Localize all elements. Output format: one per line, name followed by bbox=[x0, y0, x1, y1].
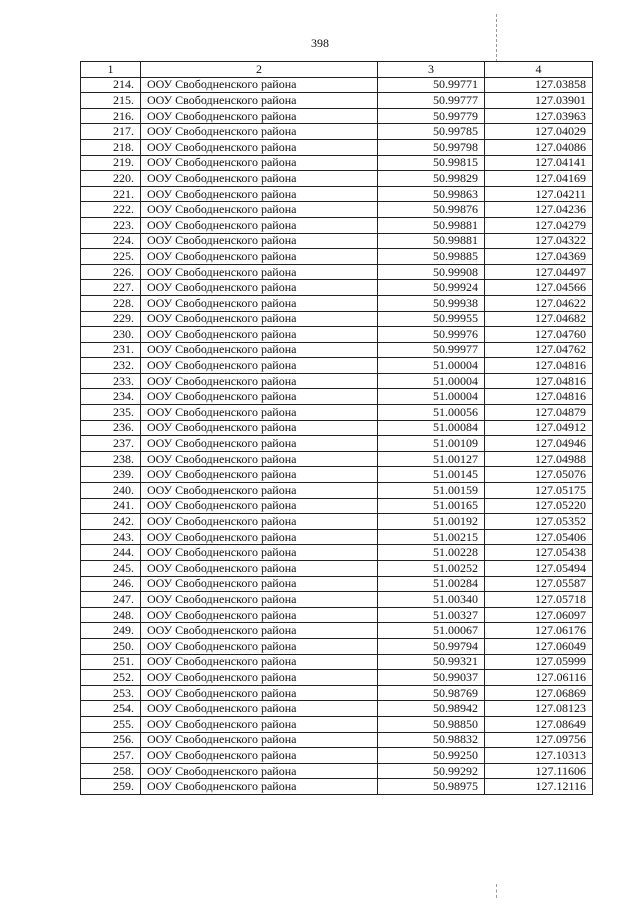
row-longitude: 127.06049 bbox=[485, 638, 593, 654]
table-row bbox=[81, 358, 593, 374]
row-number: 247. bbox=[81, 592, 141, 608]
row-organization: ООУ Свободненского района bbox=[141, 483, 378, 499]
table-row bbox=[81, 529, 593, 545]
table-row bbox=[81, 280, 593, 296]
table-row bbox=[81, 716, 593, 732]
row-organization: ООУ Свободненского района bbox=[141, 576, 378, 592]
table-row bbox=[81, 654, 593, 670]
row-latitude: 50.99037 bbox=[378, 670, 485, 686]
row-organization: ООУ Свободненского района bbox=[141, 249, 378, 265]
row-latitude: 50.98850 bbox=[378, 716, 485, 732]
row-number: 224. bbox=[81, 233, 141, 249]
row-latitude: 50.98832 bbox=[378, 732, 485, 748]
row-latitude: 50.99955 bbox=[378, 311, 485, 327]
row-number: 220. bbox=[81, 171, 141, 187]
table-row bbox=[81, 483, 593, 499]
table-row bbox=[81, 389, 593, 405]
row-latitude: 51.00228 bbox=[378, 545, 485, 561]
table-row bbox=[81, 748, 593, 764]
table-row bbox=[81, 405, 593, 421]
row-number: 248. bbox=[81, 607, 141, 623]
table-row bbox=[81, 202, 593, 218]
table-row bbox=[81, 623, 593, 639]
table-row bbox=[81, 498, 593, 514]
row-latitude: 50.99908 bbox=[378, 264, 485, 280]
row-organization: ООУ Свободненского района bbox=[141, 529, 378, 545]
row-number: 231. bbox=[81, 342, 141, 358]
row-latitude: 50.99785 bbox=[378, 124, 485, 140]
row-number: 255. bbox=[81, 716, 141, 732]
row-latitude: 51.00067 bbox=[378, 623, 485, 639]
row-number: 234. bbox=[81, 389, 141, 405]
row-longitude: 127.05076 bbox=[485, 467, 593, 483]
row-number: 258. bbox=[81, 763, 141, 779]
row-number: 233. bbox=[81, 373, 141, 389]
row-latitude: 50.99881 bbox=[378, 233, 485, 249]
row-organization: ООУ Свободненского района bbox=[141, 685, 378, 701]
row-longitude: 127.04369 bbox=[485, 249, 593, 265]
row-longitude: 127.04236 bbox=[485, 202, 593, 218]
row-number: 214. bbox=[81, 77, 141, 93]
row-number: 241. bbox=[81, 498, 141, 514]
table-row bbox=[81, 124, 593, 140]
row-latitude: 51.00056 bbox=[378, 405, 485, 421]
row-longitude: 127.03901 bbox=[485, 93, 593, 109]
row-latitude: 50.99863 bbox=[378, 186, 485, 202]
row-latitude: 50.99779 bbox=[378, 108, 485, 124]
table-row bbox=[81, 295, 593, 311]
row-longitude: 127.04988 bbox=[485, 451, 593, 467]
row-latitude: 51.00252 bbox=[378, 561, 485, 577]
row-number: 217. bbox=[81, 124, 141, 140]
row-latitude: 50.99794 bbox=[378, 638, 485, 654]
row-latitude: 51.00004 bbox=[378, 389, 485, 405]
row-longitude: 127.04816 bbox=[485, 373, 593, 389]
row-longitude: 127.04946 bbox=[485, 436, 593, 452]
table-row bbox=[81, 327, 593, 343]
table-header-row bbox=[81, 62, 593, 78]
header-col-4: 4 bbox=[485, 62, 593, 78]
row-longitude: 127.04760 bbox=[485, 327, 593, 343]
row-latitude: 50.99977 bbox=[378, 342, 485, 358]
row-latitude: 50.99876 bbox=[378, 202, 485, 218]
row-longitude: 127.08649 bbox=[485, 716, 593, 732]
table-body bbox=[81, 77, 593, 794]
row-organization: ООУ Свободненского района bbox=[141, 670, 378, 686]
row-longitude: 127.04322 bbox=[485, 233, 593, 249]
row-latitude: 51.00004 bbox=[378, 373, 485, 389]
row-longitude: 127.04086 bbox=[485, 139, 593, 155]
row-latitude: 51.00215 bbox=[378, 529, 485, 545]
row-latitude: 50.99976 bbox=[378, 327, 485, 343]
row-organization: ООУ Свободненского района bbox=[141, 748, 378, 764]
row-organization: ООУ Свободненского района bbox=[141, 171, 378, 187]
row-organization: ООУ Свободненского района bbox=[141, 716, 378, 732]
row-longitude: 127.04816 bbox=[485, 358, 593, 374]
row-organization: ООУ Свободненского района bbox=[141, 514, 378, 530]
row-number: 215. bbox=[81, 93, 141, 109]
table-row bbox=[81, 249, 593, 265]
row-number: 249. bbox=[81, 623, 141, 639]
row-organization: ООУ Свободненского района bbox=[141, 763, 378, 779]
row-longitude: 127.04879 bbox=[485, 405, 593, 421]
row-latitude: 51.00284 bbox=[378, 576, 485, 592]
row-organization: ООУ Свободненского района bbox=[141, 186, 378, 202]
table-row bbox=[81, 763, 593, 779]
row-number: 219. bbox=[81, 155, 141, 171]
row-number: 253. bbox=[81, 685, 141, 701]
row-longitude: 127.05438 bbox=[485, 545, 593, 561]
row-organization: ООУ Свободненского района bbox=[141, 592, 378, 608]
row-organization: ООУ Свободненского района bbox=[141, 498, 378, 514]
row-longitude: 127.04816 bbox=[485, 389, 593, 405]
row-latitude: 51.00127 bbox=[378, 451, 485, 467]
row-organization: ООУ Свободненского района bbox=[141, 93, 378, 109]
row-latitude: 51.00084 bbox=[378, 420, 485, 436]
row-number: 251. bbox=[81, 654, 141, 670]
table-row bbox=[81, 342, 593, 358]
row-number: 243. bbox=[81, 529, 141, 545]
table-row bbox=[81, 467, 593, 483]
row-number: 256. bbox=[81, 732, 141, 748]
row-longitude: 127.04141 bbox=[485, 155, 593, 171]
row-organization: ООУ Свободненского района bbox=[141, 124, 378, 140]
row-longitude: 127.05999 bbox=[485, 654, 593, 670]
row-organization: ООУ Свободненского района bbox=[141, 451, 378, 467]
row-longitude: 127.06116 bbox=[485, 670, 593, 686]
row-latitude: 50.99250 bbox=[378, 748, 485, 764]
row-number: 259. bbox=[81, 779, 141, 795]
table-row bbox=[81, 576, 593, 592]
row-latitude: 51.00165 bbox=[378, 498, 485, 514]
table-row bbox=[81, 732, 593, 748]
table-row bbox=[81, 514, 593, 530]
row-longitude: 127.04169 bbox=[485, 171, 593, 187]
row-longitude: 127.05175 bbox=[485, 483, 593, 499]
page-number: 398 bbox=[311, 36, 329, 50]
table-row bbox=[81, 701, 593, 717]
row-longitude: 127.04622 bbox=[485, 295, 593, 311]
table-row bbox=[81, 451, 593, 467]
row-organization: ООУ Свободненского района bbox=[141, 436, 378, 452]
table-row bbox=[81, 217, 593, 233]
row-longitude: 127.06869 bbox=[485, 685, 593, 701]
table-row bbox=[81, 420, 593, 436]
row-number: 226. bbox=[81, 264, 141, 280]
row-number: 228. bbox=[81, 295, 141, 311]
row-organization: ООУ Свободненского района bbox=[141, 732, 378, 748]
row-longitude: 127.04912 bbox=[485, 420, 593, 436]
header-col-2: 2 bbox=[141, 62, 378, 78]
row-latitude: 51.00004 bbox=[378, 358, 485, 374]
row-number: 222. bbox=[81, 202, 141, 218]
table-row bbox=[81, 685, 593, 701]
table-row bbox=[81, 233, 593, 249]
row-longitude: 127.05352 bbox=[485, 514, 593, 530]
row-longitude: 127.03858 bbox=[485, 77, 593, 93]
row-number: 223. bbox=[81, 217, 141, 233]
row-number: 246. bbox=[81, 576, 141, 592]
row-organization: ООУ Свободненского района bbox=[141, 358, 378, 374]
table-row bbox=[81, 186, 593, 202]
row-longitude: 127.10313 bbox=[485, 748, 593, 764]
header-col-1: 1 bbox=[81, 62, 141, 78]
table-row bbox=[81, 108, 593, 124]
row-organization: ООУ Свободненского района bbox=[141, 327, 378, 343]
row-longitude: 127.05587 bbox=[485, 576, 593, 592]
row-latitude: 50.99771 bbox=[378, 77, 485, 93]
table-row bbox=[81, 436, 593, 452]
row-latitude: 50.99924 bbox=[378, 280, 485, 296]
row-organization: ООУ Свободненского района bbox=[141, 623, 378, 639]
row-organization: ООУ Свободненского района bbox=[141, 638, 378, 654]
row-latitude: 50.98769 bbox=[378, 685, 485, 701]
row-longitude: 127.05494 bbox=[485, 561, 593, 577]
row-latitude: 51.00327 bbox=[378, 607, 485, 623]
row-number: 240. bbox=[81, 483, 141, 499]
row-latitude: 50.99938 bbox=[378, 295, 485, 311]
row-latitude: 51.00192 bbox=[378, 514, 485, 530]
row-longitude: 127.03963 bbox=[485, 108, 593, 124]
row-latitude: 50.99798 bbox=[378, 139, 485, 155]
row-longitude: 127.08123 bbox=[485, 701, 593, 717]
table-row bbox=[81, 171, 593, 187]
row-number: 229. bbox=[81, 311, 141, 327]
row-organization: ООУ Свободненского района bbox=[141, 108, 378, 124]
row-organization: ООУ Свободненского района bbox=[141, 420, 378, 436]
row-number: 257. bbox=[81, 748, 141, 764]
table-row bbox=[81, 155, 593, 171]
row-organization: ООУ Свободненского района bbox=[141, 405, 378, 421]
row-number: 237. bbox=[81, 436, 141, 452]
row-number: 254. bbox=[81, 701, 141, 717]
row-organization: ООУ Свободненского района bbox=[141, 779, 378, 795]
row-organization: ООУ Свободненского района bbox=[141, 373, 378, 389]
row-organization: ООУ Свободненского района bbox=[141, 264, 378, 280]
row-organization: ООУ Свободненского района bbox=[141, 311, 378, 327]
row-number: 238. bbox=[81, 451, 141, 467]
table-row bbox=[81, 670, 593, 686]
row-organization: ООУ Свободненского района bbox=[141, 295, 378, 311]
row-organization: ООУ Свободненского района bbox=[141, 280, 378, 296]
table-row bbox=[81, 561, 593, 577]
row-latitude: 50.99321 bbox=[378, 654, 485, 670]
row-latitude: 50.98975 bbox=[378, 779, 485, 795]
row-organization: ООУ Свободненского района bbox=[141, 139, 378, 155]
row-number: 242. bbox=[81, 514, 141, 530]
row-organization: ООУ Свободненского района bbox=[141, 545, 378, 561]
row-latitude: 50.99815 bbox=[378, 155, 485, 171]
row-latitude: 51.00145 bbox=[378, 467, 485, 483]
row-number: 250. bbox=[81, 638, 141, 654]
row-organization: ООУ Свободненского района bbox=[141, 607, 378, 623]
margin-fold-mark-bottom bbox=[496, 884, 497, 898]
row-longitude: 127.05718 bbox=[485, 592, 593, 608]
header-col-3: 3 bbox=[378, 62, 485, 78]
row-longitude: 127.04211 bbox=[485, 186, 593, 202]
row-organization: ООУ Свободненского района bbox=[141, 467, 378, 483]
row-number: 235. bbox=[81, 405, 141, 421]
row-organization: ООУ Свободненского района bbox=[141, 701, 378, 717]
row-latitude: 50.98942 bbox=[378, 701, 485, 717]
table-row bbox=[81, 607, 593, 623]
table-row bbox=[81, 264, 593, 280]
row-organization: ООУ Свободненского района bbox=[141, 654, 378, 670]
row-latitude: 50.99292 bbox=[378, 763, 485, 779]
row-number: 221. bbox=[81, 186, 141, 202]
row-longitude: 127.05406 bbox=[485, 529, 593, 545]
row-longitude: 127.04682 bbox=[485, 311, 593, 327]
row-number: 236. bbox=[81, 420, 141, 436]
row-longitude: 127.06097 bbox=[485, 607, 593, 623]
row-longitude: 127.04762 bbox=[485, 342, 593, 358]
row-number: 252. bbox=[81, 670, 141, 686]
table-row bbox=[81, 592, 593, 608]
row-latitude: 50.99885 bbox=[378, 249, 485, 265]
table-row bbox=[81, 779, 593, 795]
row-longitude: 127.04279 bbox=[485, 217, 593, 233]
row-number: 232. bbox=[81, 358, 141, 374]
row-number: 239. bbox=[81, 467, 141, 483]
table-row bbox=[81, 311, 593, 327]
table-row bbox=[81, 139, 593, 155]
row-longitude: 127.12116 bbox=[485, 779, 593, 795]
row-organization: ООУ Свободненского района bbox=[141, 217, 378, 233]
row-organization: ООУ Свободненского района bbox=[141, 233, 378, 249]
row-longitude: 127.09756 bbox=[485, 732, 593, 748]
row-number: 245. bbox=[81, 561, 141, 577]
row-number: 230. bbox=[81, 327, 141, 343]
row-latitude: 50.99777 bbox=[378, 93, 485, 109]
row-number: 227. bbox=[81, 280, 141, 296]
row-latitude: 51.00340 bbox=[378, 592, 485, 608]
row-latitude: 51.00159 bbox=[378, 483, 485, 499]
row-number: 225. bbox=[81, 249, 141, 265]
row-number: 216. bbox=[81, 108, 141, 124]
row-organization: ООУ Свободненского района bbox=[141, 342, 378, 358]
row-number: 218. bbox=[81, 139, 141, 155]
row-longitude: 127.04566 bbox=[485, 280, 593, 296]
coordinates-table bbox=[80, 61, 593, 795]
row-latitude: 50.99829 bbox=[378, 171, 485, 187]
table-row bbox=[81, 638, 593, 654]
table-row bbox=[81, 93, 593, 109]
row-latitude: 50.99881 bbox=[378, 217, 485, 233]
row-organization: ООУ Свободненского района bbox=[141, 155, 378, 171]
row-longitude: 127.05220 bbox=[485, 498, 593, 514]
row-longitude: 127.06176 bbox=[485, 623, 593, 639]
row-organization: ООУ Свободненского района bbox=[141, 561, 378, 577]
row-longitude: 127.04029 bbox=[485, 124, 593, 140]
table-row bbox=[81, 545, 593, 561]
row-number: 244. bbox=[81, 545, 141, 561]
table-row bbox=[81, 373, 593, 389]
table-row bbox=[81, 77, 593, 93]
row-organization: ООУ Свободненского района bbox=[141, 202, 378, 218]
row-organization: ООУ Свободненского района bbox=[141, 77, 378, 93]
row-latitude: 51.00109 bbox=[378, 436, 485, 452]
row-organization: ООУ Свободненского района bbox=[141, 389, 378, 405]
row-longitude: 127.04497 bbox=[485, 264, 593, 280]
row-longitude: 127.11606 bbox=[485, 763, 593, 779]
